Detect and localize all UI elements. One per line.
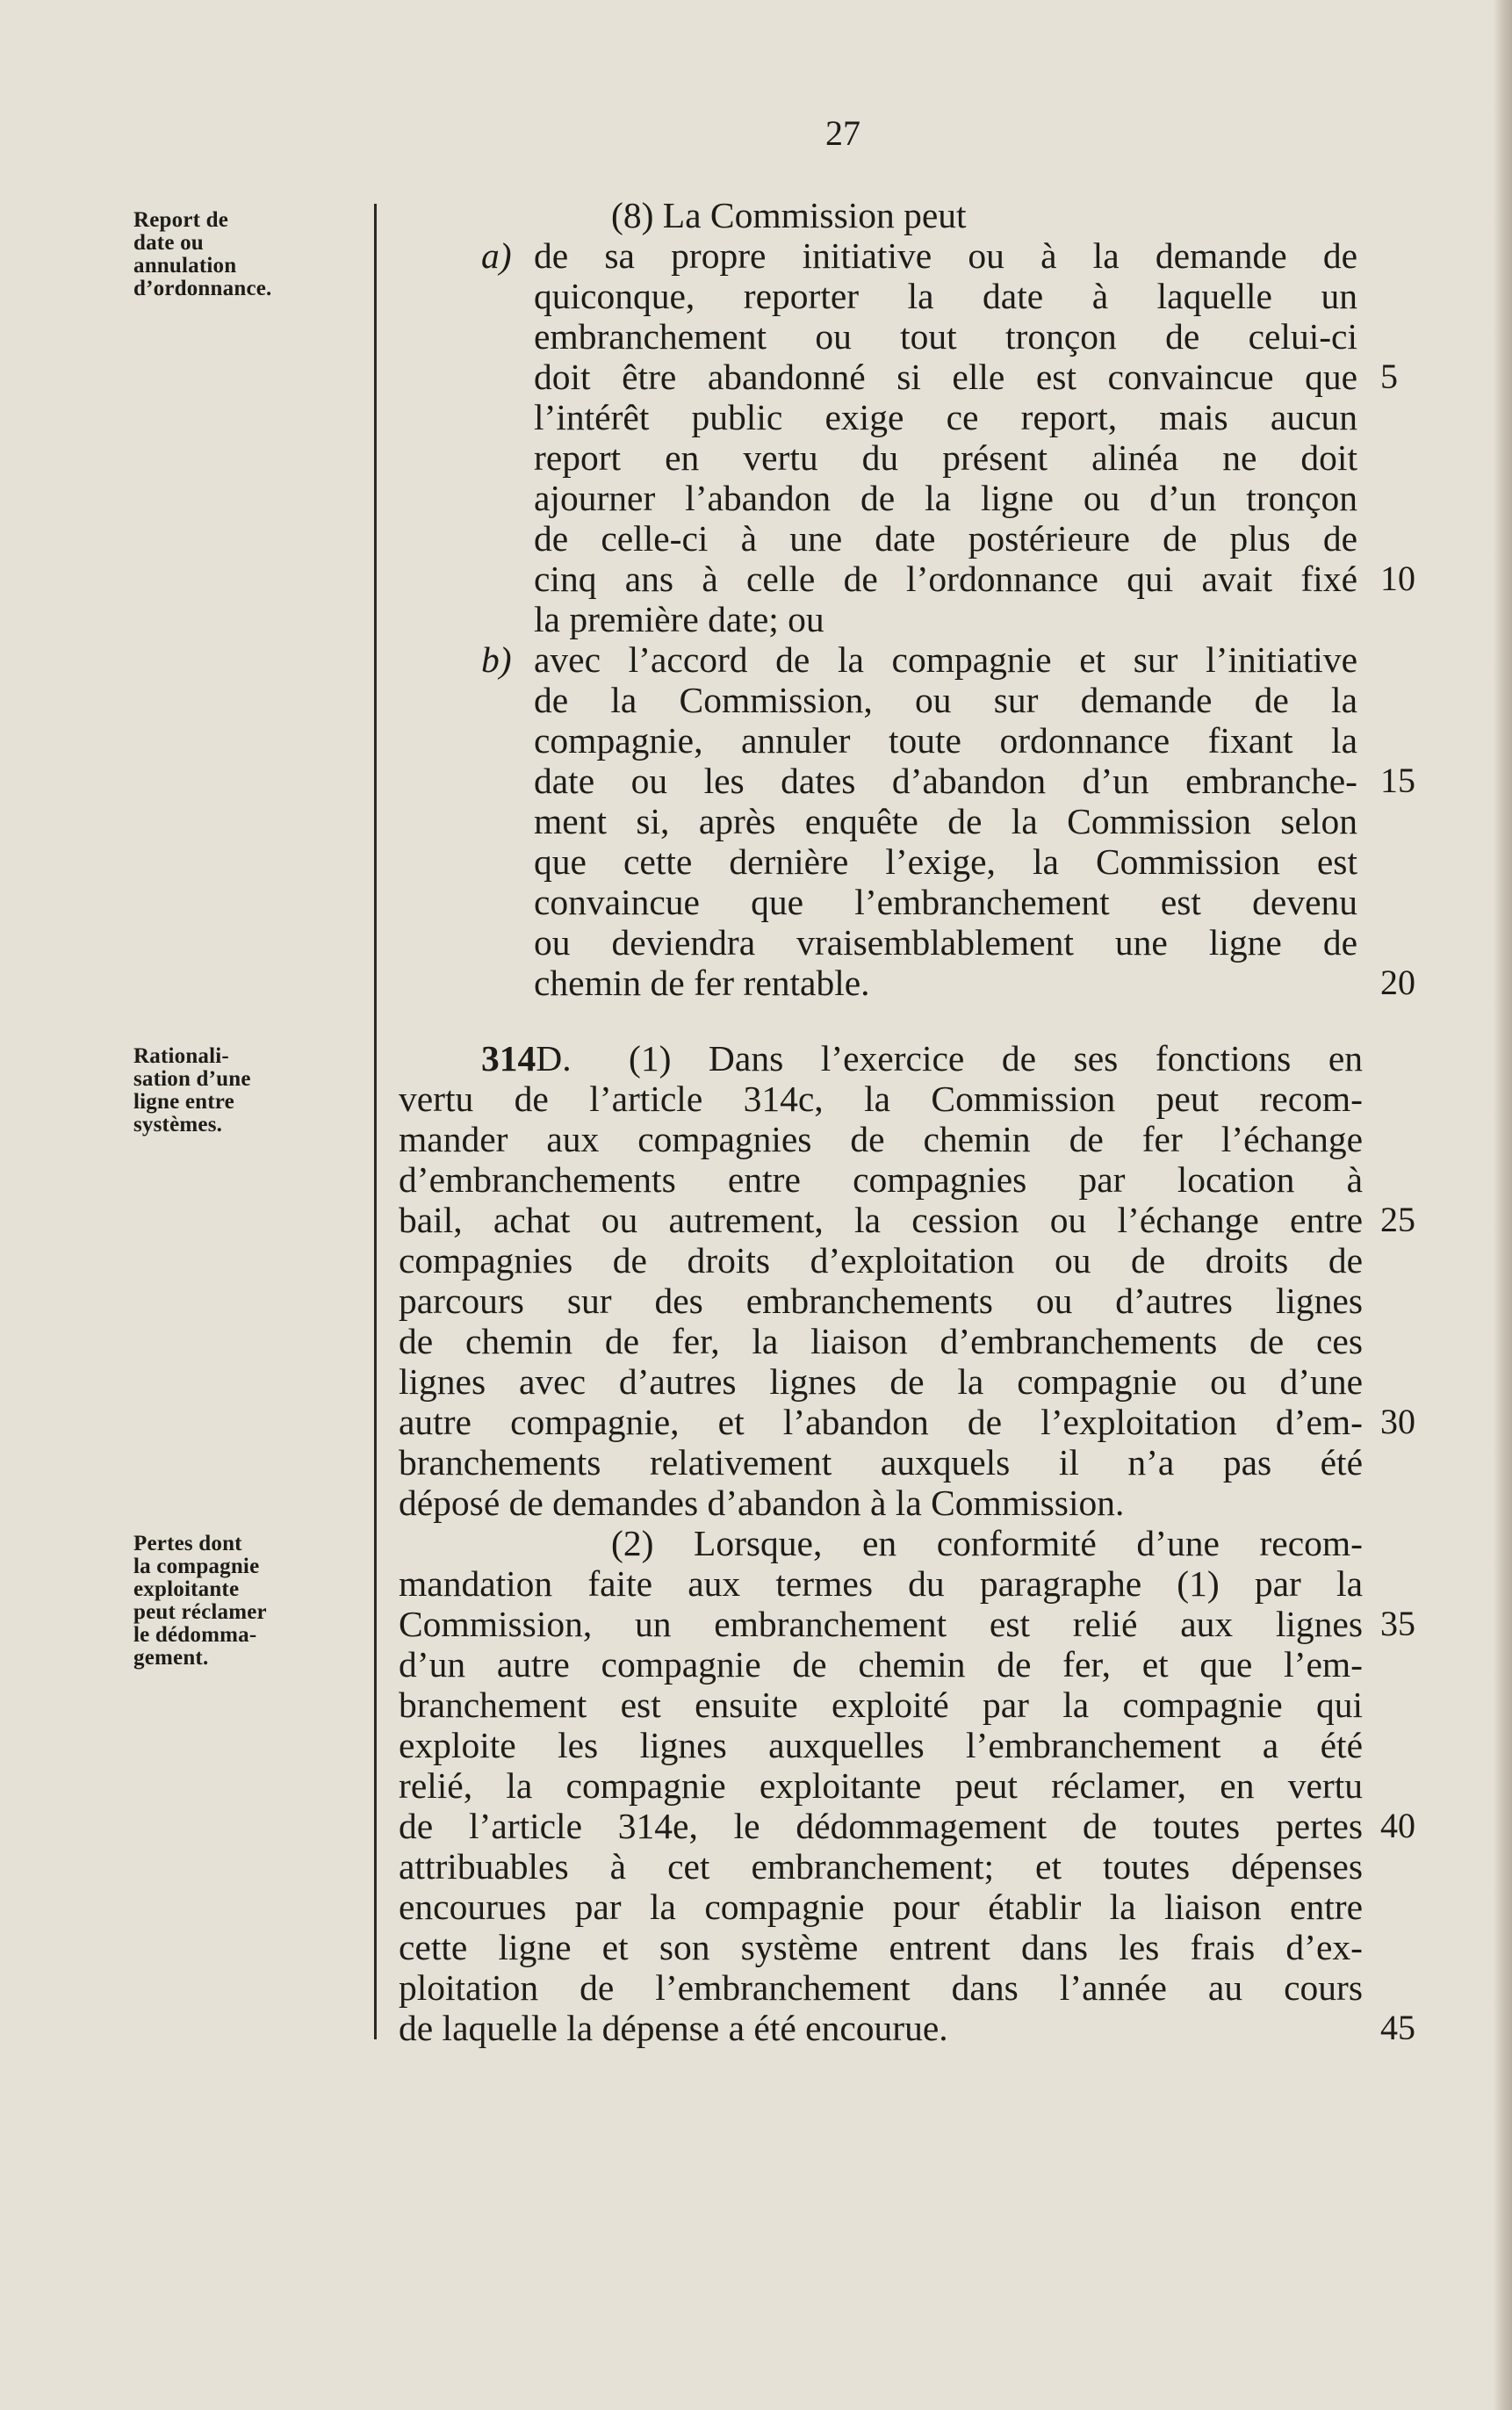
section-number-suffix: D. (536, 1038, 572, 1079)
margin-note-pertes (133, 1533, 344, 1670)
margin-note-line: Report de (133, 208, 229, 232)
line-number: 35 (1380, 1604, 1415, 1643)
line-number: 40 (1380, 1806, 1415, 1845)
line-number: 15 (1380, 761, 1415, 800)
sub1-line: bail, achat ou autrement, la cession ou l’échange entre (399, 1200, 1363, 1240)
para-b-line: compagnie, annuler toute ordonnance fixant la (534, 720, 1357, 761)
para-b-line: ou deviendra vraisemblablement une ligne de (534, 922, 1357, 963)
para-b-line: chemin de fer rentable. (534, 963, 870, 1003)
sub2-line: d’un autre compagnie de chemin de fer, et que l’em- (399, 1644, 1363, 1685)
sub2-line: encourues par la compagnie pour établir la liaison entre (399, 1887, 1363, 1927)
margin-rule (374, 204, 377, 2039)
sub1-line: autre compagnie, et l’abandon de l’exploitation d’em- (399, 1402, 1363, 1442)
sub2-line: cette ligne et son système entrent dans les frais d’ex- (399, 1927, 1363, 1967)
para-b-line: avec l’accord de la compagnie et sur l’initiative (534, 639, 1357, 680)
para-a-line: l’intérêt public exige ce report, mais aucun (534, 397, 1357, 437)
line-number: 5 (1380, 357, 1398, 396)
margin-note-line: ligne entre (133, 1090, 234, 1114)
margin-note-line: Rationali- (133, 1044, 229, 1068)
para-b-line: que cette dernière l’exige, la Commission est (534, 841, 1357, 882)
para-a-label: a) (481, 235, 512, 276)
sub1-line: de chemin de fer, la liaison d’embranchements de ces (399, 1321, 1363, 1361)
sub1-line: d’embranchements entre compagnies par location à (399, 1159, 1363, 1200)
sub2-line: mandation faite aux termes du paragraphe (1) par la (399, 1563, 1363, 1604)
sub2-line: attribuables à cet embranchement; et toutes dépenses (399, 1846, 1363, 1887)
section-number: 314 (481, 1038, 536, 1079)
margin-note-line: peut réclamer (133, 1600, 267, 1624)
sub1-line: lignes avec d’autres lignes de la compagnie ou d’une (399, 1361, 1363, 1402)
page-edge-shadow (1493, 0, 1512, 2410)
sub1-first-line: (1) Dans l’exercice de ses fonctions en (629, 1038, 1363, 1079)
sub1-line: mander aux compagnies de chemin de fer l’échange (399, 1119, 1363, 1159)
sub2-line: relié, la compagnie exploitante peut réclamer, en vertu (399, 1765, 1363, 1806)
sub1-line: vertu de l’article 314c, la Commission peut recom- (399, 1079, 1363, 1119)
para-a-line: cinq ans à celle de l’ordonnance qui avait fixé (534, 559, 1357, 599)
para-a-line: embranchement ou tout tronçon de celui-ci (534, 316, 1357, 357)
para-b-line: convaincue que l’embranchement est devenu (534, 882, 1357, 922)
margin-note-line: date ou (133, 231, 204, 255)
para-a-line: la première date; ou (534, 599, 824, 639)
margin-note-report-date (133, 209, 344, 300)
sub2-line: de l’article 314e, le dédommagement de toutes pertes (399, 1806, 1363, 1846)
margin-note-line: Pertes dont (133, 1532, 242, 1555)
sub2-line: Commission, un embranchement est relié aux lignes (399, 1604, 1363, 1644)
para-a-line: de sa propre initiative ou à la demande de (534, 235, 1357, 276)
para-b-line: de la Commission, ou sur demande de la (534, 680, 1357, 720)
sub2-line: exploite les lignes auxquelles l’embranchement a été (399, 1725, 1363, 1765)
line-number: 30 (1380, 1402, 1415, 1441)
sub2-line: branchement est ensuite exploité par la compagnie qui (399, 1685, 1363, 1725)
margin-note-line: sation d’une (133, 1067, 251, 1091)
section-8-intro: (8) La Commission peut (611, 195, 967, 235)
page-number: 27 (825, 113, 860, 153)
margin-note-line: la compagnie (133, 1555, 260, 1578)
line-number: 20 (1380, 963, 1415, 1002)
line-number: 25 (1380, 1200, 1415, 1239)
para-a-line: ajourner l’abandon de la ligne ou d’un tronçon (534, 478, 1357, 518)
line-number: 10 (1380, 559, 1415, 598)
sub1-line: compagnies de droits d’exploitation ou de droits de (399, 1240, 1363, 1281)
sub1-line: branchements relativement auxquels il n’a pas été (399, 1442, 1363, 1483)
para-a-line: doit être abandonné si elle est convaincue que (534, 357, 1357, 397)
margin-note-line: annulation (133, 254, 237, 278)
sub2-line: ploitation de l’embranchement dans l’année au cours (399, 1967, 1363, 2008)
margin-note-line: exploitante (133, 1577, 240, 1601)
line-number: 45 (1380, 2008, 1415, 2047)
para-a-line: quiconque, reporter la date à laquelle un (534, 276, 1357, 316)
para-a-line: de celle-ci à une date postérieure de plus de (534, 518, 1357, 559)
sub1-line: parcours sur des embranchements ou d’autres lignes (399, 1281, 1363, 1321)
para-a-line: report en vertu du présent alinéa ne doit (534, 437, 1357, 478)
section-314d-heading (481, 1038, 572, 1079)
para-b-line: ment si, après enquête de la Commission selon (534, 801, 1357, 841)
sub1-line: déposé de demandes d’abandon à la Commission. (399, 1483, 1125, 1523)
sub2-line: de laquelle la dépense a été encourue. (399, 2008, 948, 2048)
margin-note-line: d’ordonnance. (133, 277, 272, 300)
sub2-line: (2) Lorsque, en conformité d’une recom- (611, 1523, 1363, 1563)
margin-note-line: systèmes. (133, 1113, 223, 1136)
para-b-label: b) (481, 639, 512, 680)
para-b-line: date ou les dates d’abandon d’un embranche- (534, 761, 1357, 801)
margin-note-line: le dédomma- (133, 1623, 257, 1647)
margin-note-rationalisation (133, 1045, 344, 1136)
margin-note-line: gement. (133, 1646, 209, 1670)
